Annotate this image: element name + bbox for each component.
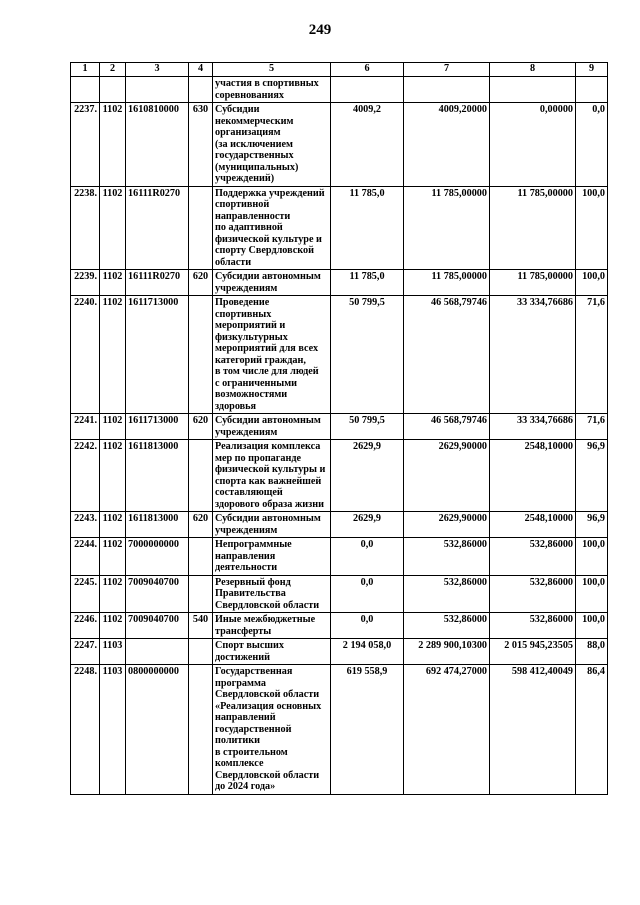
column-header: 4: [189, 63, 213, 77]
row-number: 2238.: [71, 186, 100, 270]
value-col-8: 2548,10000: [490, 512, 576, 538]
section-code: 1102: [100, 296, 126, 414]
value-col-7: 11 785,00000: [404, 186, 490, 270]
target-article-code: 7009040700: [126, 575, 189, 613]
value-col-8: [490, 77, 576, 103]
section-code: 1102: [100, 103, 126, 187]
expense-type-code: 620: [189, 270, 213, 296]
target-article-code: 16111R0270: [126, 186, 189, 270]
item-name: участия в спортивных соревнованиях: [213, 77, 331, 103]
value-col-8: 532,86000: [490, 575, 576, 613]
item-name: Спорт высших достижений: [213, 639, 331, 665]
value-col-9: 96,9: [576, 512, 608, 538]
row-number: 2243.: [71, 512, 100, 538]
value-col-6: 2629,9: [331, 440, 404, 512]
row-number: 2244.: [71, 538, 100, 576]
expense-type-code: [189, 440, 213, 512]
value-col-9: 100,0: [576, 186, 608, 270]
value-col-6: 0,0: [331, 613, 404, 639]
target-article-code: 16111R0270: [126, 270, 189, 296]
value-col-9: 100,0: [576, 575, 608, 613]
table-row: [71, 639, 608, 665]
target-article-code: 1611713000: [126, 414, 189, 440]
section-code: 1102: [100, 186, 126, 270]
section-code: [100, 77, 126, 103]
expense-type-code: [189, 77, 213, 103]
value-col-6: [331, 77, 404, 103]
value-col-9: 71,6: [576, 414, 608, 440]
row-number: 2245.: [71, 575, 100, 613]
table-row: [71, 440, 608, 512]
value-col-7: [404, 77, 490, 103]
value-col-8: 532,86000: [490, 538, 576, 576]
section-code: 1102: [100, 613, 126, 639]
budget-table: [70, 62, 608, 795]
expense-type-code: 620: [189, 414, 213, 440]
target-article-code: 1610810000: [126, 103, 189, 187]
row-number: 2241.: [71, 414, 100, 440]
value-col-8: 11 785,00000: [490, 186, 576, 270]
value-col-7: 11 785,00000: [404, 270, 490, 296]
row-number: 2237.: [71, 103, 100, 187]
value-col-7: 2 289 900,10300: [404, 639, 490, 665]
target-article-code: 1611813000: [126, 440, 189, 512]
value-col-9: 100,0: [576, 270, 608, 296]
expense-type-code: [189, 296, 213, 414]
table-row: [71, 665, 608, 795]
item-name: Поддержка учреждений спортивной направленности по адаптивной физической культуре и спорту Свердловской области: [213, 186, 331, 270]
item-name: Субсидии некоммерческим организациям (за исключением государственных (муниципальных) учреждений): [213, 103, 331, 187]
value-col-8: 532,86000: [490, 613, 576, 639]
table-row: [71, 270, 608, 296]
table-row: [71, 575, 608, 613]
value-col-7: 46 568,79746: [404, 296, 490, 414]
value-col-9: 100,0: [576, 613, 608, 639]
value-col-6: 0,0: [331, 538, 404, 576]
row-number: 2240.: [71, 296, 100, 414]
expense-type-code: 620: [189, 512, 213, 538]
value-col-8: 33 334,76686: [490, 296, 576, 414]
section-code: 1102: [100, 440, 126, 512]
value-col-7: 532,86000: [404, 575, 490, 613]
column-header: 9: [576, 63, 608, 77]
section-code: 1102: [100, 270, 126, 296]
item-name: Иные межбюджетные трансферты: [213, 613, 331, 639]
row-number: 2242.: [71, 440, 100, 512]
value-col-6: 50 799,5: [331, 296, 404, 414]
expense-type-code: [189, 665, 213, 795]
row-number: 2248.: [71, 665, 100, 795]
target-article-code: 0800000000: [126, 665, 189, 795]
table-row: [71, 186, 608, 270]
value-col-8: 0,00000: [490, 103, 576, 187]
section-code: 1103: [100, 639, 126, 665]
value-col-6: 0,0: [331, 575, 404, 613]
row-number: 2239.: [71, 270, 100, 296]
value-col-9: 88,0: [576, 639, 608, 665]
value-col-8: 598 412,40049: [490, 665, 576, 795]
section-code: 1102: [100, 512, 126, 538]
table-body: [71, 77, 608, 795]
section-code: 1102: [100, 575, 126, 613]
column-header: 1: [71, 63, 100, 77]
table-row: [71, 296, 608, 414]
value-col-7: 4009,20000: [404, 103, 490, 187]
table-row: [71, 538, 608, 576]
table-row: [71, 414, 608, 440]
section-code: 1102: [100, 538, 126, 576]
value-col-6: 619 558,9: [331, 665, 404, 795]
value-col-7: 532,86000: [404, 613, 490, 639]
item-name: Субсидии автономным учреждениям: [213, 512, 331, 538]
column-header: 3: [126, 63, 189, 77]
expense-type-code: [189, 538, 213, 576]
target-article-code: [126, 77, 189, 103]
expense-type-code: [189, 575, 213, 613]
value-col-7: 532,86000: [404, 538, 490, 576]
value-col-6: 11 785,0: [331, 186, 404, 270]
value-col-8: 33 334,76686: [490, 414, 576, 440]
value-col-9: 71,6: [576, 296, 608, 414]
value-col-9: 86,4: [576, 665, 608, 795]
column-header: 6: [331, 63, 404, 77]
expense-type-code: 630: [189, 103, 213, 187]
target-article-code: 7009040700: [126, 613, 189, 639]
row-number: 2247.: [71, 639, 100, 665]
value-col-7: 2629,90000: [404, 512, 490, 538]
table-header-row: [71, 63, 608, 77]
item-name: Субсидии автономным учреждениям: [213, 270, 331, 296]
row-number: 2246.: [71, 613, 100, 639]
value-col-9: 96,9: [576, 440, 608, 512]
row-number: [71, 77, 100, 103]
target-article-code: 1611713000: [126, 296, 189, 414]
table-row: [71, 613, 608, 639]
value-col-8: 2 015 945,23505: [490, 639, 576, 665]
item-name: Государственная программа Свердловской области «Реализация основных направлений государственной политики в строительном комплексе Свердловской области до 2024 года»: [213, 665, 331, 795]
item-name: Субсидии автономным учреждениям: [213, 414, 331, 440]
value-col-9: 100,0: [576, 538, 608, 576]
table-row: [71, 103, 608, 187]
column-header: 2: [100, 63, 126, 77]
item-name: Резервный фонд Правительства Свердловской области: [213, 575, 331, 613]
expense-type-code: 540: [189, 613, 213, 639]
expense-type-code: [189, 639, 213, 665]
item-name: Проведение спортивных мероприятий и физкультурных мероприятий для всех категорий граждан, в том числе для людей с ограниченными возможностями здоровья: [213, 296, 331, 414]
value-col-6: 2629,9: [331, 512, 404, 538]
value-col-9: 0,0: [576, 103, 608, 187]
target-article-code: 7000000000: [126, 538, 189, 576]
value-col-8: 2548,10000: [490, 440, 576, 512]
item-name: Непрограммные направления деятельности: [213, 538, 331, 576]
expense-type-code: [189, 186, 213, 270]
target-article-code: [126, 639, 189, 665]
column-header: 7: [404, 63, 490, 77]
value-col-6: 11 785,0: [331, 270, 404, 296]
value-col-7: 2629,90000: [404, 440, 490, 512]
value-col-6: 50 799,5: [331, 414, 404, 440]
column-header: 8: [490, 63, 576, 77]
value-col-6: 2 194 058,0: [331, 639, 404, 665]
value-col-7: 46 568,79746: [404, 414, 490, 440]
table-row: [71, 77, 608, 103]
section-code: 1103: [100, 665, 126, 795]
item-name: Реализация комплекса мер по пропаганде физической культуры и спорта как важнейшей составляющей здорового образа жизни: [213, 440, 331, 512]
value-col-9: [576, 77, 608, 103]
value-col-8: 11 785,00000: [490, 270, 576, 296]
value-col-6: 4009,2: [331, 103, 404, 187]
target-article-code: 1611813000: [126, 512, 189, 538]
page-number: 249: [308, 22, 332, 38]
section-code: 1102: [100, 414, 126, 440]
value-col-7: 692 474,27000: [404, 665, 490, 795]
column-header: 5: [213, 63, 331, 77]
table-row: [71, 512, 608, 538]
